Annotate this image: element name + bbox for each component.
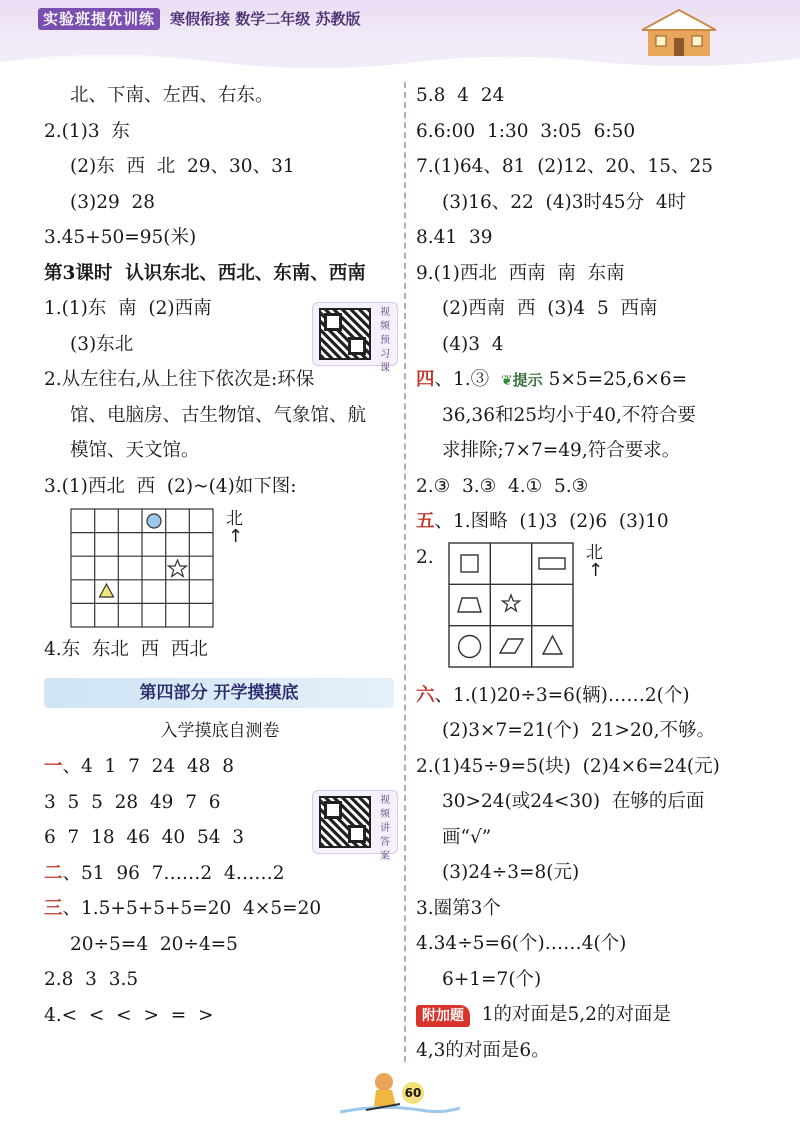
- header-title: [38, 8, 360, 29]
- arrow-up-icon: ↑: [228, 526, 244, 547]
- leaf-icon: ❦: [500, 373, 513, 389]
- answer-line: [416, 504, 776, 540]
- answer-line: 3.圈第3个: [416, 897, 501, 919]
- answer-line: (3)24÷3=8(元): [442, 862, 580, 883]
- answer-line: [44, 749, 396, 785]
- answer-line: 求排除;7×7=49,符合要求。: [442, 440, 681, 461]
- part-numeral: 二: [44, 862, 63, 884]
- shape-grid-figure: [416, 540, 776, 670]
- parallelogram-shape: [500, 639, 523, 653]
- answer-line: 36,36和25均小于40,不符合要: [442, 404, 696, 426]
- page-number: 60: [402, 1082, 424, 1104]
- answer-line: (4)3 4: [442, 333, 504, 355]
- answer-line: 2.: [416, 546, 434, 568]
- triangle-shape: [543, 636, 562, 654]
- answer-line: 20÷5=4 20÷4=5: [70, 933, 238, 955]
- right-column: [416, 78, 776, 1068]
- skier-mascot-icon: [340, 1070, 460, 1120]
- part-numeral: 六: [416, 684, 435, 706]
- answer-line: [44, 856, 396, 892]
- square-shape: [461, 555, 478, 572]
- answer-line: 2.(1)3 东: [44, 120, 130, 142]
- grid-6x5: [70, 508, 214, 628]
- answer-text: 1的对面是5,2的对面是: [470, 1004, 671, 1025]
- answer-line: 4.东 东北 西 西北: [44, 639, 208, 660]
- circle-shape: [459, 635, 481, 657]
- section-banner: 第四部分 开学摸摸底: [44, 678, 394, 708]
- bonus-question-tag: 附加题: [416, 1005, 470, 1027]
- answer-line: (2)3×7=21(个) 21>20,不够。: [442, 720, 715, 741]
- answer-line: 模馆、天文馆。: [70, 440, 200, 461]
- answer-line: (3)16、22 (4)3时45分 4时: [442, 191, 687, 213]
- answer-line: 1.(1)东 南 (2)西南: [44, 298, 212, 319]
- column-divider: [404, 82, 406, 1062]
- page-footer: [340, 1070, 460, 1120]
- left-column: [44, 78, 396, 1033]
- rectangle-shape: [539, 558, 565, 569]
- answer-line: 6 7 18 46 40 54 3: [44, 827, 245, 848]
- answer-line: 7.(1)64、81 (2)12、20、15、25: [416, 156, 714, 177]
- north-label: 北: [586, 542, 603, 563]
- triangle-marker: [100, 584, 114, 597]
- answer-line: 3 5 5 28 49 7 6: [44, 791, 221, 813]
- answer-line: 2.③ 3.③ 4.① 5.③: [416, 475, 589, 497]
- answer-line: (3)29 28: [70, 191, 156, 213]
- answer-text: 、1.图略 (1)3 (2)6 (3)10: [434, 511, 669, 532]
- answer-line: 6.6:00 1:30 3:05 6:50: [416, 120, 636, 142]
- answer-line: 馆、电脑房、古生物馆、气象馆、航: [70, 404, 367, 426]
- page-header: [0, 0, 800, 62]
- north-indicator: [586, 544, 603, 580]
- brand-label: 实验班提优训练: [38, 8, 160, 30]
- answer-text: 、1.③: [434, 369, 501, 390]
- answer-line: 9.(1)西北 西南 南 东南: [416, 262, 625, 284]
- answer-line: 4.34÷5=6(个)……4(个): [416, 933, 627, 954]
- qr-code-icon: [319, 796, 371, 848]
- trapezoid-shape: [458, 598, 481, 612]
- answer-line: 2.8 3 3.5: [44, 969, 139, 990]
- answer-line: [416, 997, 776, 1033]
- answer-line: 2.从左往右,从上往下依次是:环保: [44, 369, 315, 390]
- answer-line: 北、下南、左西、右东。: [70, 85, 274, 106]
- star-marker: [169, 560, 187, 577]
- answer-line: 30>24(或24<30) 在够的后面: [442, 791, 705, 812]
- house-illustration: [640, 8, 718, 58]
- answer-text: 、4 1 7 24 48 8: [62, 756, 234, 777]
- star-shape: [503, 595, 520, 611]
- book-info: 寒假衔接 数学二年级 苏教版: [170, 10, 361, 28]
- part-numeral: 四: [416, 369, 435, 390]
- north-label: 北: [226, 509, 243, 529]
- answer-line: [416, 362, 776, 398]
- answer-line: 4,3的对面是6。: [416, 1039, 550, 1061]
- test-title: 入学摸底自测卷: [160, 720, 280, 741]
- answer-line: 5.8 4 24: [416, 85, 505, 106]
- answer-text: 5×5=25,6×6=: [542, 369, 688, 390]
- grid-3x3: [448, 542, 574, 668]
- answer-line: 4.< < < > = >: [44, 1004, 214, 1026]
- answer-line: 3.(1)西北 西 (2)~(4)如下图:: [44, 475, 297, 497]
- qr-code-preview-lesson[interactable]: [312, 302, 398, 374]
- answer-line: [416, 678, 776, 714]
- answer-line: 6+1=7(个): [442, 968, 542, 990]
- answer-line: 2.(1)45÷9=5(块) (2)4×6=24(元): [416, 755, 720, 777]
- answer-line: [44, 891, 396, 927]
- arrow-up-icon: ↑: [588, 559, 604, 581]
- circle-marker: [147, 514, 161, 528]
- answer-text: 、51 96 7……2 4……2: [62, 862, 285, 884]
- qr-code-icon: [319, 308, 371, 360]
- answer-line: (3)东北: [70, 333, 134, 355]
- part-numeral: 三: [44, 898, 63, 919]
- qr-label: 视频讲答案: [380, 795, 390, 862]
- qr-code-answer-video[interactable]: [312, 790, 398, 862]
- part-numeral: 一: [44, 756, 63, 777]
- answer-line: 3.45+50=95(米): [44, 227, 197, 248]
- part-numeral: 五: [416, 511, 435, 532]
- answer-line: 8.41 39: [416, 227, 493, 248]
- answer-line: (2)西南 西 (3)4 5 西南: [442, 298, 658, 319]
- answer-text: 、1.5+5+5+5=20 4×5=20: [62, 898, 322, 919]
- direction-grid-figure: [44, 504, 396, 628]
- north-indicator: [226, 510, 243, 546]
- lesson-heading: 第3课时 认识东北、西北、东南、西南: [44, 262, 366, 284]
- answer-line: (2)东 西 北 29、30、31: [70, 156, 295, 177]
- qr-label: 视频预习课: [380, 307, 390, 374]
- tip-label: 提示: [512, 371, 543, 389]
- answer-line: 画“√”: [442, 826, 492, 848]
- answer-text: 、1.(1)20÷3=6(辆)……2(个): [434, 684, 690, 706]
